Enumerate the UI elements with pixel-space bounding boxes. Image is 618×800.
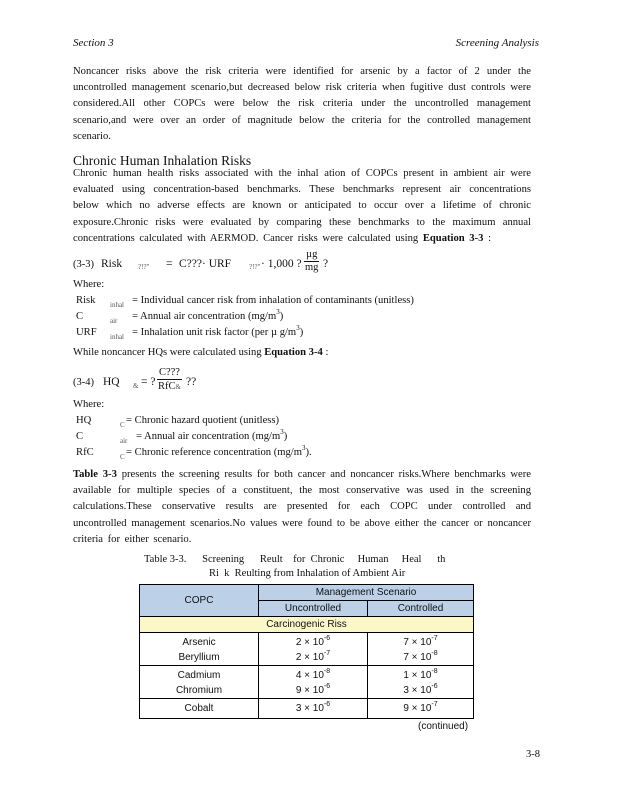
- def-subscript: C: [120, 421, 125, 429]
- table-intro-paragraph: Table 3-3 presents the screening results for both cancer and noncancer risks.Where benchmarks were available for multiple species of a constituent, the most conservative was used in the screening calculations.These conservative results are presented for each COPC under controlled and uncontrolled management scenarios.No values were found to be above either the cancer or noncancer criteria for either scenario.: [73, 469, 531, 545]
- eq1-frac-num: µg: [304, 249, 319, 262]
- cell-uncontrolled: $3 \times 10^{-6}$: [259, 699, 368, 719]
- eq1-equals: =: [166, 258, 173, 270]
- equation-3-4: [73, 366, 273, 400]
- eq1-lhs-sub: ?!?": [138, 263, 150, 271]
- table-caption-line1: Table 3-3. Screening Reult for Chronic Human Heal th: [144, 554, 446, 565]
- eq2-frac-num: C???: [158, 367, 180, 378]
- noncancer-line: While noncancer HQs were calculated using Equation 3-4 :: [73, 347, 329, 358]
- body-paragraph: [73, 166, 531, 247]
- definition-row: [76, 293, 476, 309]
- where-list-2: [76, 413, 476, 461]
- table-row: [140, 683, 474, 699]
- definition-row: [76, 325, 476, 341]
- equation-ref-3-4: Equation 3-4: [264, 347, 323, 358]
- def-symbol: RfC: [76, 447, 94, 458]
- eq1-lhs: Risk: [101, 258, 123, 270]
- def-subscript: air: [110, 317, 118, 325]
- where-label-1: Where:: [73, 279, 105, 290]
- continued-label: (continued): [418, 721, 469, 732]
- table-row: [140, 699, 474, 719]
- column-header-scenario: Management Scenario: [259, 585, 474, 601]
- where-label-2: Where:: [73, 399, 105, 410]
- section-label: Section 3: [73, 37, 114, 49]
- def-description: = Inhalation unit risk factor (per µ $g/m^3$): [132, 324, 304, 338]
- eq1-label: (3-3): [73, 259, 94, 270]
- eq1-rhs: C???· URF: [179, 258, 232, 270]
- cell-copc: Beryllium: [140, 650, 259, 666]
- def-symbol: C: [76, 311, 84, 322]
- cell-uncontrolled: $4 \times 10^{-8}$: [259, 666, 368, 684]
- cell-controlled: $1 \times 10^{-8}$: [368, 666, 474, 684]
- def-symbol: Risk: [76, 295, 96, 306]
- group-carcinogenic: Carcinogenic Riss: [140, 617, 474, 633]
- eq2-label: (3-4): [73, 377, 94, 388]
- section-heading: Chronic Human Inhalation Risks: [73, 153, 252, 168]
- def-subscript: C: [120, 453, 125, 461]
- definition-row: [76, 413, 476, 429]
- def-symbol: URF: [76, 327, 97, 338]
- running-title: Screening Analysis: [455, 37, 539, 49]
- table-group-row: [140, 617, 474, 633]
- cell-controlled: $7 \times 10^{-8}$: [368, 650, 474, 666]
- eq1-fraction: [304, 249, 319, 274]
- def-symbol: C: [76, 431, 84, 442]
- cell-copc: Chromium: [140, 683, 259, 699]
- def-subscript: air: [120, 437, 128, 445]
- eq1-mult: · 1,000 ?: [261, 258, 302, 270]
- def-description: = Annual air concentration $(mg/m^3)$: [136, 428, 288, 442]
- table-row: [140, 666, 474, 684]
- column-header-controlled: Controlled: [368, 601, 474, 617]
- definition-row: [76, 445, 476, 461]
- cell-controlled: $3 \times 10^{-6}$: [368, 683, 474, 699]
- column-header-uncontrolled: Uncontrolled: [259, 601, 368, 617]
- eq2-fraction: [157, 366, 182, 394]
- table-ref: Table 3-3: [73, 469, 117, 480]
- body-text-end: :: [488, 232, 492, 244]
- cell-copc: Cadmium: [140, 666, 259, 684]
- equation-3-3: [73, 249, 473, 277]
- where-list-1: [76, 293, 476, 341]
- cell-copc: Arsenic: [140, 633, 259, 651]
- eq2-frac-den: RfC&: [158, 381, 181, 392]
- cell-controlled: $9 \times 10^{-7}$: [368, 699, 474, 719]
- cell-uncontrolled: $9 \times 10^{-6}$: [259, 683, 368, 699]
- table-caption-line2: Ri k Reulting from Inhalation of Ambient Air: [209, 568, 406, 579]
- body-text: Chronic human health risks associated with the inhal ation of COPCs present in ambient air were evaluated using concentration-based benchmarks. These benchmarks represent air concentrations below which no adverse effects are known or anticipated to occur over a lifetime of chronic exposure.Chronic risks were evaluated by comparing these benchmarks to the maximum annual concentrations calculated with AERMOD. Cancer risks were calculated using: [73, 168, 531, 244]
- def-symbol: HQ: [76, 415, 92, 426]
- def-subscript: inhal: [110, 301, 124, 309]
- eq1-rhs-sub: ?!?": [249, 263, 261, 271]
- def-description: = Individual cancer risk from inhalation of contaminants (unitless): [132, 295, 414, 306]
- equation-ref-3-3: Equation 3-3: [422, 232, 484, 244]
- cell-copc: Cobalt: [140, 699, 259, 719]
- def-description: = Annual air concentration $(mg/m^3)$: [132, 308, 284, 322]
- intro-paragraph: Noncancer risks above the risk criteria were identified for arsenic by a factor of 2 under the uncontrolled management scenario,but decreased below risk criteria when fugitive dust controls were considered.All other COPCs were below the risk criteria under the uncontrolled management scenario,and were over an order of magnitude below the criteria for the controlled management scenario.: [73, 66, 531, 142]
- eq1-frac-den: mg: [305, 262, 319, 273]
- eq2-equals: = ?: [141, 376, 156, 388]
- table-row: [140, 633, 474, 651]
- table-row: [140, 650, 474, 666]
- eq2-tail: ??: [186, 376, 197, 388]
- def-description: = Chronic reference concentration $(mg/m^3)$.: [126, 444, 312, 458]
- eq2-lhs: HQ: [103, 376, 120, 388]
- cell-uncontrolled: $2 \times 10^{-6}$: [259, 633, 368, 651]
- def-description: = Chronic hazard quotient (unitless): [126, 415, 280, 426]
- eq1-tail: ?: [323, 258, 329, 270]
- eq2-lhs-sub: &: [133, 382, 139, 390]
- cell-uncontrolled: $2 \times 10^{-7}$: [259, 650, 368, 666]
- cell-controlled: $7 \times 10^{-7}$: [368, 633, 474, 651]
- definition-row: [76, 309, 476, 325]
- page-number: 3-8: [526, 749, 540, 760]
- def-subscript: inhal: [110, 333, 124, 341]
- definition-row: [76, 429, 476, 445]
- column-header-copc: COPC: [140, 585, 259, 617]
- table-header-row: [140, 585, 474, 601]
- screening-results-table: [139, 584, 474, 719]
